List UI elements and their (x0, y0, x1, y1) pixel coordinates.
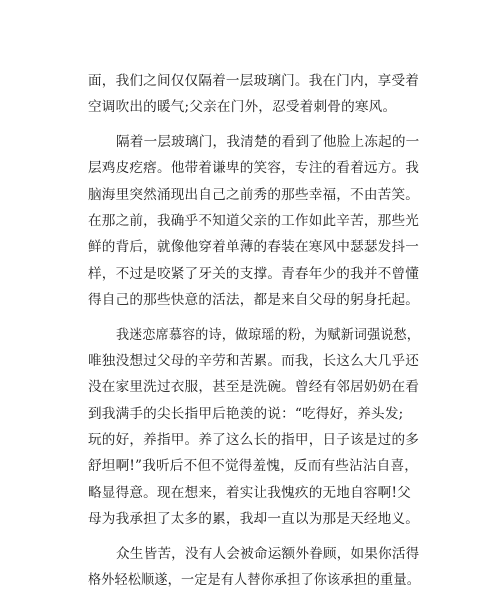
body-text (88, 68, 420, 593)
text-line: 唯独没想过父母的辛劳和苦累。而我，长这么大几乎还 (88, 352, 420, 369)
paragraph-start-line: 隔着一层玻璃门，我清楚的看到了他脸上冻起的一 (116, 133, 420, 150)
paragraph-start-line: 我迷恋席慕容的诗，做琼瑶的粉，为赋新词强说愁， (116, 326, 420, 343)
text-line: 玩的好，养指甲。养了这么长的指甲，日子该是过的多 (88, 432, 420, 449)
text-line: 舒坦啊!”我听后不但不觉得羞愧，反而有些沾沾自喜， (88, 458, 419, 475)
text-line: 面，我们之间仅仅隔着一层玻璃门。我在门内，享受着 (88, 73, 420, 89)
text-line: 到我满手的尖长指甲后艳羡的说：“吃得好，养头发; (88, 405, 404, 422)
text-line: 在那之前，我确乎不知道父亲的工作如此辛苦，那些光 (88, 212, 420, 229)
text-line: 略显得意。现在想来，着实让我愧疚的无地自容啊!父 (88, 484, 411, 501)
text-line: 格外轻松顺遂，一定是有人替你承担了你该承担的重量。 (88, 572, 420, 589)
text-line: 层鸡皮疙瘩。他带着谦卑的笑容，专注的看着远方。我 (88, 160, 420, 177)
text-line: 空调吹出的暖气;父亲在门外，忍受着刺骨的寒风。 (88, 99, 397, 116)
text-line: 脑海里突然涌现出自己之前秀的那些幸福，不由苦笑。 (88, 186, 420, 203)
text-line: 样，不过是咬紧了牙关的支撑。青春年少的我并不曾懂 (88, 265, 420, 282)
text-line: 母为我承担了太多的累，我却一直以为那是天经地义。 (88, 511, 420, 528)
text-line: 没在家里洗过衣服，甚至是洗碗。曾经有邻居奶奶在看 (88, 379, 420, 396)
text-line: 得自己的那些快意的活法，都是来自父母的躬身托起。 (88, 292, 420, 309)
text-line: 鲜的背后，就像他穿着单薄的春装在寒风中瑟瑟发抖一 (88, 239, 420, 256)
paragraph-start-line: 众生皆苦，没有人会被命运额外眷顾，如果你活得 (116, 545, 420, 562)
